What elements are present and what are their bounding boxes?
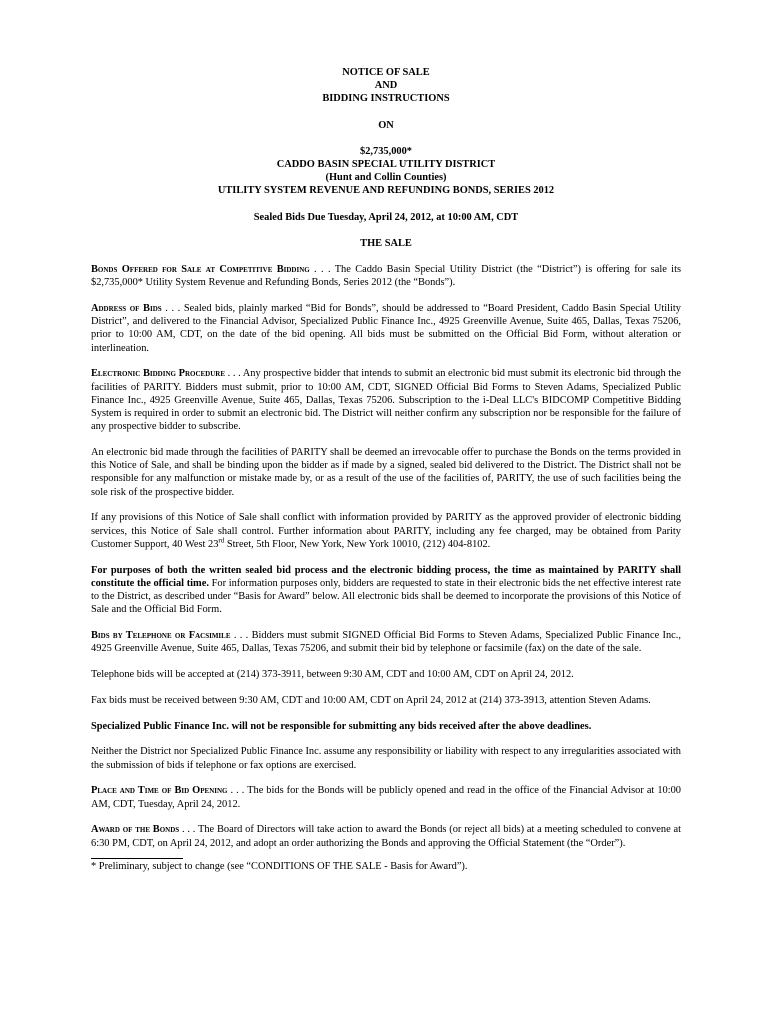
- paragraph-electronic-offer: An electronic bid made through the facilities of PARITY shall be deemed an irrevocable offer to purchase the Bonds on the terms provided in this Notice of Sale, and shall be binding upon the bidder as if made by a signed, sealed bid delivered to the District. The District shall not be responsible for any malfunction or mistake made by, or as a result of the use of the facilities of, PARITY, the use of such facilities being the sole risk of the prospective bidder.: [91, 447, 681, 498]
- text-address-of-bids: . . . Sealed bids, plainly marked “Bid for Bonds”, should be addressed to “Board President, Caddo Basin Special Utility District”, and delivered to the Financial Advisor, Specialized Public Finance Inc., 4925 Greenville Avenue, Suite 465, Dallas, Texas 75206, prior to 10:00 AM, CDT, on the date of the bid opening. All bids must be submitted on the Official Bid Form, without alteration or interlineation.: [91, 303, 681, 354]
- header-amount: $2,735,000*: [360, 145, 412, 157]
- header-bidding-instructions: BIDDING INSTRUCTIONS: [322, 93, 450, 105]
- paragraph-award: [91, 823, 681, 849]
- paragraph-bonds-offered: [91, 263, 681, 289]
- text-electronic-bidding: . . . Any prospective bidder that intends to submit an electronic bid must submit its electronic bid through the facilities of PARITY. Bidders must submit, prior to 10:00 AM, CDT, SIGNED Official Bid Forms to Steven Adams, Specialized Public Finance Inc., 4925 Greenville Avenue, Suite 465, Dallas, Texas 75206. Subscription to the i-Deal LLC's BIDCOMP Competitive Bidding System is required in order to submit an electronic bid. The District will neither confirm any subscription nor be responsible for the failure of any prospective bidder to subscribe.: [91, 368, 681, 433]
- footnote-divider: [91, 858, 183, 859]
- header-on: ON: [378, 119, 394, 131]
- heading-award: Award of the Bonds: [91, 824, 180, 836]
- header-due-date: Sealed Bids Due Tuesday, April 24, 2012, at 10:00 AM, CDT: [253, 211, 519, 223]
- header-counties: (Hunt and Collin Counties): [325, 172, 447, 184]
- paragraph-neither: Neither the District nor Specialized Public Finance Inc. assume any responsibility or liability with respect to any irregularities associated with the submission of bids if telephone or fax options are exercised.: [91, 746, 681, 771]
- text-conflict-a: If any provisions of this Notice of Sale shall conflict with information provided by PARITY as the approved provider of electronic bidding services, this Notice of Sale shall control. Further information about PARITY, including any fee charged, may be obtained from Parity Customer Support, 40 West 23: [91, 512, 681, 550]
- text-place-time: . . . The bids for the Bonds will be publicly opened and read in the office of the Financial Advisor at 10:00 AM, CDT, Tuesday, April 24, 2012.: [91, 785, 681, 810]
- heading-bonds-offered: Bonds Offered for Sale at Competitive Bidding: [91, 264, 310, 276]
- bold-official-time: For purposes of both the written sealed bid process and the electronic bidding process, the time as maintained by PARITY shall constitute the official time.: [91, 564, 681, 589]
- paragraph-telephone-bids: Telephone bids will be accepted at (214) 373-3911, between 9:30 AM, CDT and 10:00 AM, CDT on April 24, 2012.: [91, 669, 574, 681]
- header-issuer: CADDO BASIN SPECIAL UTILITY DISTRICT: [276, 159, 496, 171]
- header-title: NOTICE OF SALE: [342, 67, 430, 78]
- heading-electronic-bidding: Electronic Bidding Procedure: [91, 368, 226, 380]
- heading-telephone-fax: Bids by Telephone or Facsimile: [91, 630, 231, 642]
- header-series: UTILITY SYSTEM REVENUE AND REFUNDING BONDS, SERIES 2012: [217, 185, 555, 197]
- superscript-rd: rd: [218, 536, 225, 545]
- header-and: AND: [374, 80, 398, 92]
- text-conflict-b: Street, 5th Floor, New York, New York 10010, (212) 404-8102.: [224, 538, 491, 550]
- heading-address-of-bids: Address of Bids: [91, 303, 162, 315]
- text-telephone-fax: . . . Bidders must submit SIGNED Official Bid Forms to Steven Adams, Specialized Public Finance Inc., 4925 Greenville Avenue, Suite 465, Dallas, Texas 75206, and submit their bid by telephone or facsimile (fax) on the date of the sale.: [91, 630, 681, 655]
- paragraph-conflict: [91, 511, 681, 551]
- heading-place-time: Place and Time of Bid Opening: [91, 785, 228, 797]
- paragraph-official-time: [91, 564, 681, 617]
- paragraph-not-responsible: Specialized Public Finance Inc. will not be responsible for submitting any bids received after the above deadlines.: [91, 720, 592, 732]
- text-award: . . . The Board of Directors will take action to award the Bonds (or reject all bids) at a meeting scheduled to convene at 6:30 PM, CDT, on April 24, 2012, and adopt an order authorizing the Bonds and approving the Official Statement (the “Order”).: [91, 824, 681, 849]
- paragraph-address-of-bids: [91, 302, 681, 355]
- paragraph-place-time: [91, 784, 681, 810]
- document-page: [91, 66, 681, 874]
- paragraph-telephone-fax: [91, 629, 681, 655]
- paragraph-electronic-bidding: [91, 367, 681, 433]
- section-title-the-sale: THE SALE: [360, 237, 412, 249]
- text-official-time: For information purposes only, bidders are requested to state in their electronic bids the net effective interest rate to the District, as described under “Basis for Award” below. All electronic bids shall be deemed to incorporate the provisions of this Notice of Sale and the Official Bid Form.: [91, 577, 682, 616]
- footnote: * Preliminary, subject to change (see “CONDITIONS OF THE SALE - Basis for Award”).: [91, 861, 468, 873]
- text-bonds-offered: . . . The Caddo Basin Special Utility District (the “District”) is offering for sale its $2,735,000* Utility System Revenue and Refunding Bonds, Series 2012 (the “Bonds”).: [91, 264, 681, 289]
- paragraph-fax-bids: Fax bids must be received between 9:30 AM, CDT and 10:00 AM, CDT on April 24, 2012 at (214) 373-3913, attention Steven Adams.: [91, 694, 651, 706]
- document-header: [91, 66, 681, 263]
